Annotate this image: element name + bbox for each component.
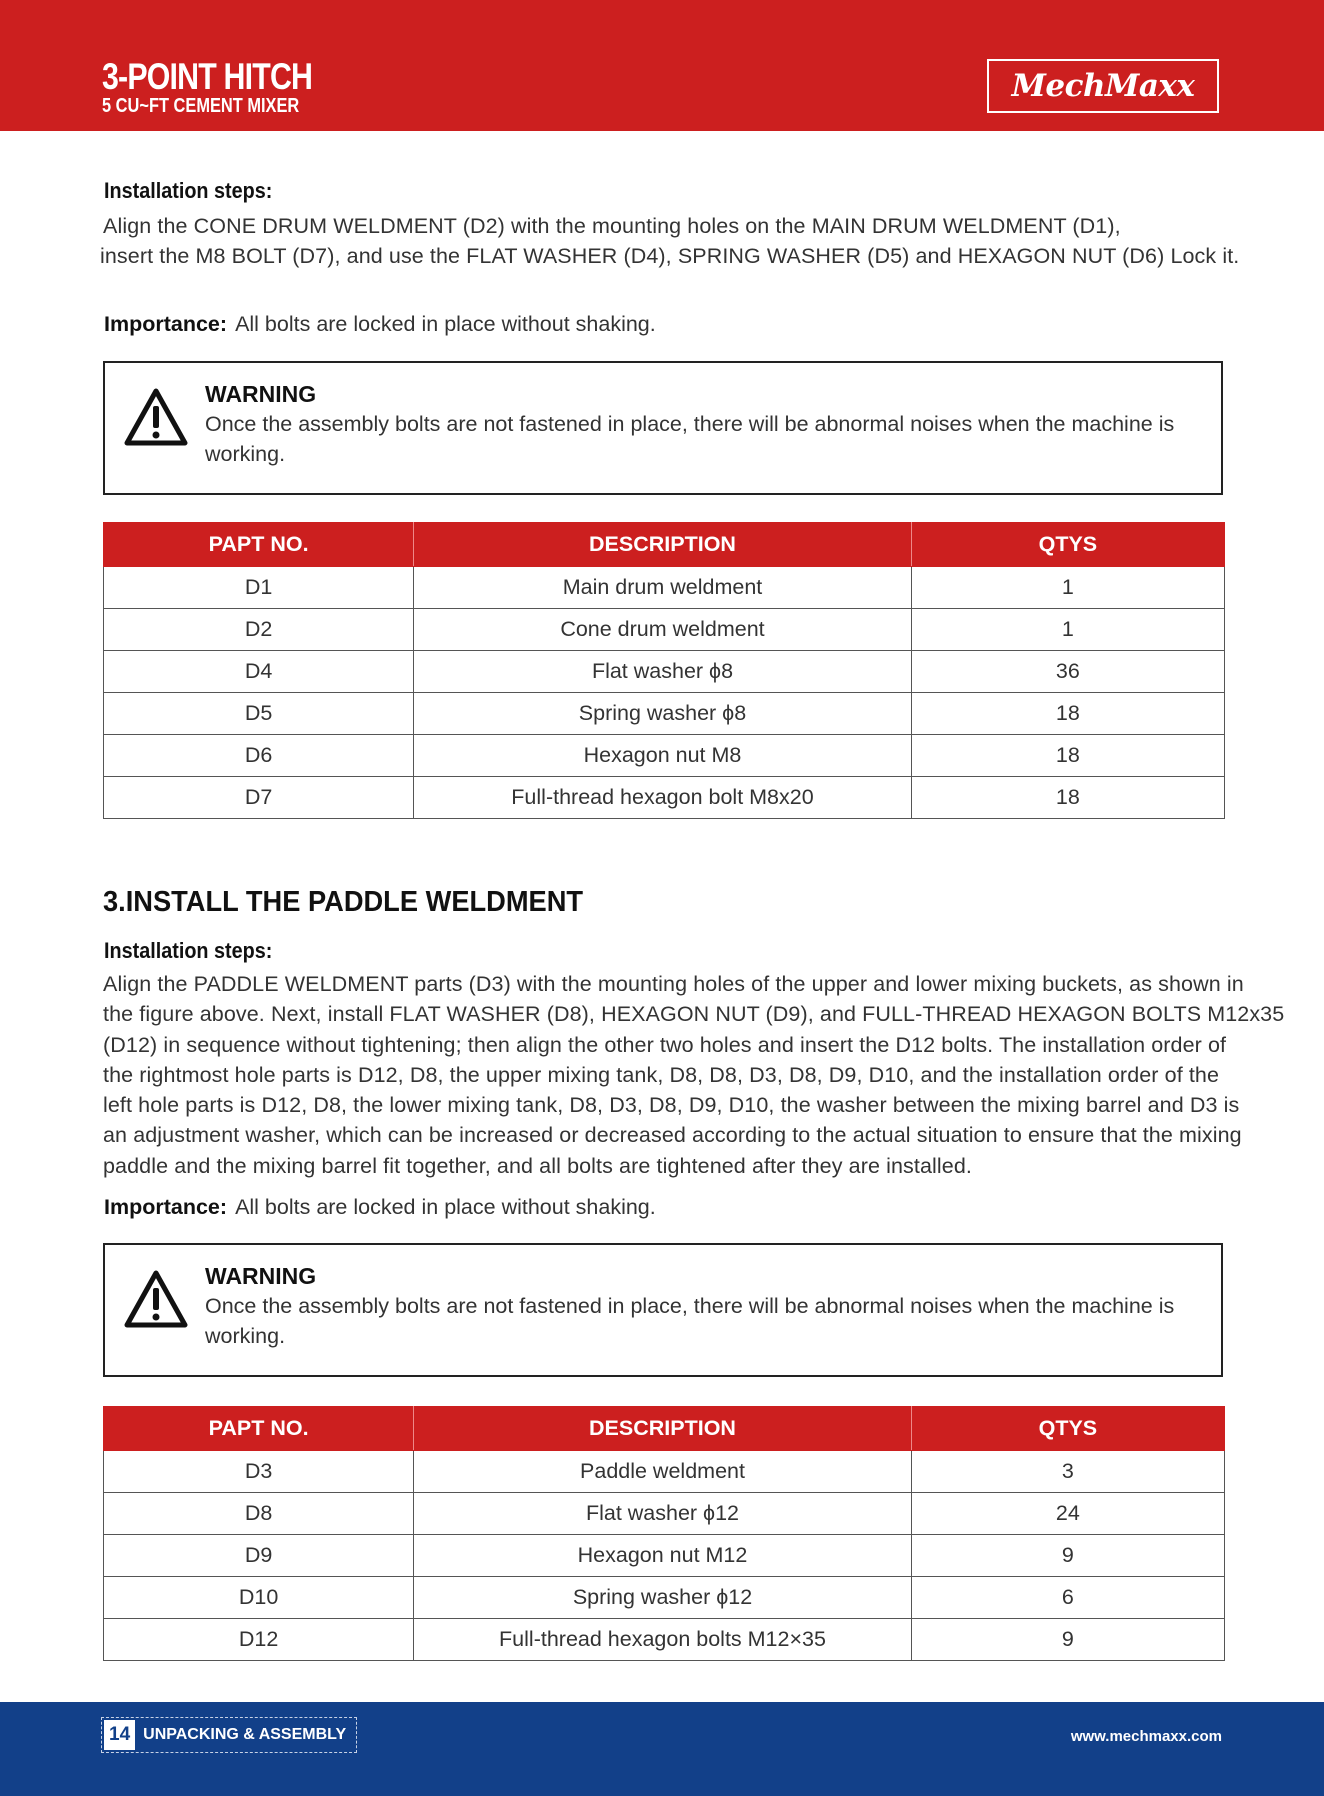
column-header-part-no: PAPT NO.: [104, 1407, 414, 1451]
installation-steps-text: [100, 211, 1240, 272]
table-header-row: [104, 1407, 1225, 1451]
text-line: the figure above. Next, install FLAT WASHER (D8), HEXAGON NUT (D9), and FULL-THREAD HEXAGON BOLTS M12x35: [103, 1002, 1285, 1027]
qty-cell: 36: [911, 651, 1224, 693]
column-header-qtys: QTYS: [911, 523, 1224, 567]
description-cell: Main drum weldment: [414, 567, 912, 609]
qty-cell: 1: [911, 567, 1224, 609]
page-indicator: [101, 1717, 357, 1753]
importance-label: Importance:: [104, 312, 228, 336]
description-cell: Full-thread hexagon bolts M12×35: [414, 1619, 912, 1661]
description-cell: Hexagon nut M8: [414, 735, 912, 777]
table-row: [104, 1493, 1225, 1535]
warning-box: [103, 1243, 1223, 1377]
warning-title: WARNING: [205, 381, 317, 407]
website-link[interactable]: www.mechmaxx.com: [1070, 1728, 1222, 1745]
part-no-cell: D10: [104, 1577, 414, 1619]
column-header-part-no: PAPT NO.: [104, 523, 414, 567]
qty-cell: 1: [911, 609, 1224, 651]
part-no-cell: D4: [104, 651, 414, 693]
part-no-cell: D9: [104, 1535, 414, 1577]
table-row: [104, 777, 1225, 819]
part-no-cell: D2: [104, 609, 414, 651]
description-cell: Hexagon nut M12: [414, 1535, 912, 1577]
warning-title: WARNING: [205, 1263, 317, 1289]
column-header-description: DESCRIPTION: [414, 523, 912, 567]
parts-table: [103, 1406, 1225, 1661]
page-number: 14: [104, 1720, 135, 1750]
part-no-cell: D7: [104, 777, 414, 819]
description-cell: Full-thread hexagon bolt M8x20: [414, 777, 912, 819]
installation-steps-heading: Installation steps:: [104, 938, 273, 963]
column-header-qtys: QTYS: [911, 1407, 1224, 1451]
text-line: the rightmost hole parts is D12, D8, the upper mixing tank, D8, D8, D3, D8, D9, D10, and the installation order of the: [103, 1062, 1220, 1087]
text-line: paddle and the mixing barrel fit together, and all bolts are tightened after they are installed.: [103, 1153, 972, 1178]
text-line: an adjustment washer, which can be increased or decreased according to the actual situation to ensure that the mixing: [103, 1123, 1242, 1148]
parts-table: [103, 522, 1225, 819]
importance-text: All bolts are locked in place without shaking.: [235, 1195, 656, 1219]
part-no-cell: D3: [104, 1451, 414, 1493]
table-row: [104, 735, 1225, 777]
qty-cell: 18: [911, 777, 1224, 819]
description-cell: Spring washer ϕ12: [414, 1577, 912, 1619]
table-row: [104, 1535, 1225, 1577]
importance-note: [104, 312, 656, 337]
description-cell: Flat washer ϕ8: [414, 651, 912, 693]
qty-cell: 18: [911, 693, 1224, 735]
text-line: Align the PADDLE WELDMENT parts (D3) with the mounting holes of the upper and lower mixing buckets, as shown in: [103, 972, 1244, 996]
text-line: left hole parts is D12, D8, the lower mixing tank, D8, D3, D8, D9, D10, the washer between the mixing barrel and D3 is: [103, 1093, 1240, 1118]
qty-cell: 3: [911, 1451, 1224, 1493]
qty-cell: 9: [911, 1619, 1224, 1661]
description-cell: Cone drum weldment: [414, 609, 912, 651]
importance-label: Importance:: [104, 1195, 228, 1219]
warning-text: Once the assembly bolts are not fastened in place, there will be abnormal noises when the machine is working.: [205, 1294, 1175, 1348]
qty-cell: 18: [911, 735, 1224, 777]
table-row: [104, 651, 1225, 693]
warning-box: [103, 361, 1223, 495]
importance-note: [104, 1195, 656, 1220]
installation-steps-heading: Installation steps:: [104, 178, 273, 203]
page-header: [0, 0, 1324, 131]
page-footer: [0, 1702, 1324, 1796]
part-no-cell: D8: [104, 1493, 414, 1535]
section-title: 3.INSTALL THE PADDLE WELDMENT: [103, 886, 584, 918]
part-no-cell: D12: [104, 1619, 414, 1661]
header-title: 3-POINT HITCH: [102, 56, 313, 97]
part-no-cell: D1: [104, 567, 414, 609]
importance-text: All bolts are locked in place without shaking.: [235, 312, 656, 336]
warning-triangle-icon: [123, 387, 189, 447]
column-header-description: DESCRIPTION: [414, 1407, 912, 1451]
header-subtitle: 5 CU~FT CEMENT MIXER: [102, 95, 300, 117]
qty-cell: 6: [911, 1577, 1224, 1619]
description-cell: Paddle weldment: [414, 1451, 912, 1493]
text-line: insert the M8 BOLT (D7), and use the FLAT WASHER (D4), SPRING WASHER (D5) and HEXAGON NUT (D6) Lock it.: [100, 244, 1240, 269]
description-cell: Flat washer ϕ12: [414, 1493, 912, 1535]
section-label: UNPACKING & ASSEMBLY: [143, 1726, 347, 1743]
table-row: [104, 1577, 1225, 1619]
qty-cell: 9: [911, 1535, 1224, 1577]
qty-cell: 24: [911, 1493, 1224, 1535]
text-line: (D12) in sequence without tightening; then align the other two holes and insert the D12 bolts. The installation order of: [103, 1032, 1227, 1057]
part-no-cell: D6: [104, 735, 414, 777]
table-header-row: [104, 523, 1225, 567]
text-line: Align the CONE DRUM WELDMENT (D2) with the mounting holes on the MAIN DRUM WELDMENT (D1),: [103, 214, 1121, 238]
warning-triangle-icon: [123, 1269, 189, 1329]
table-row: [104, 567, 1225, 609]
table-row: [104, 693, 1225, 735]
table-row: [104, 1619, 1225, 1661]
part-no-cell: D5: [104, 693, 414, 735]
brand-logo: MechMaxx: [987, 59, 1219, 113]
description-cell: Spring washer ϕ8: [414, 693, 912, 735]
installation-steps-text: [103, 969, 1285, 1181]
table-row: [104, 609, 1225, 651]
warning-text: Once the assembly bolts are not fastened in place, there will be abnormal noises when the machine is working.: [205, 412, 1175, 466]
table-row: [104, 1451, 1225, 1493]
